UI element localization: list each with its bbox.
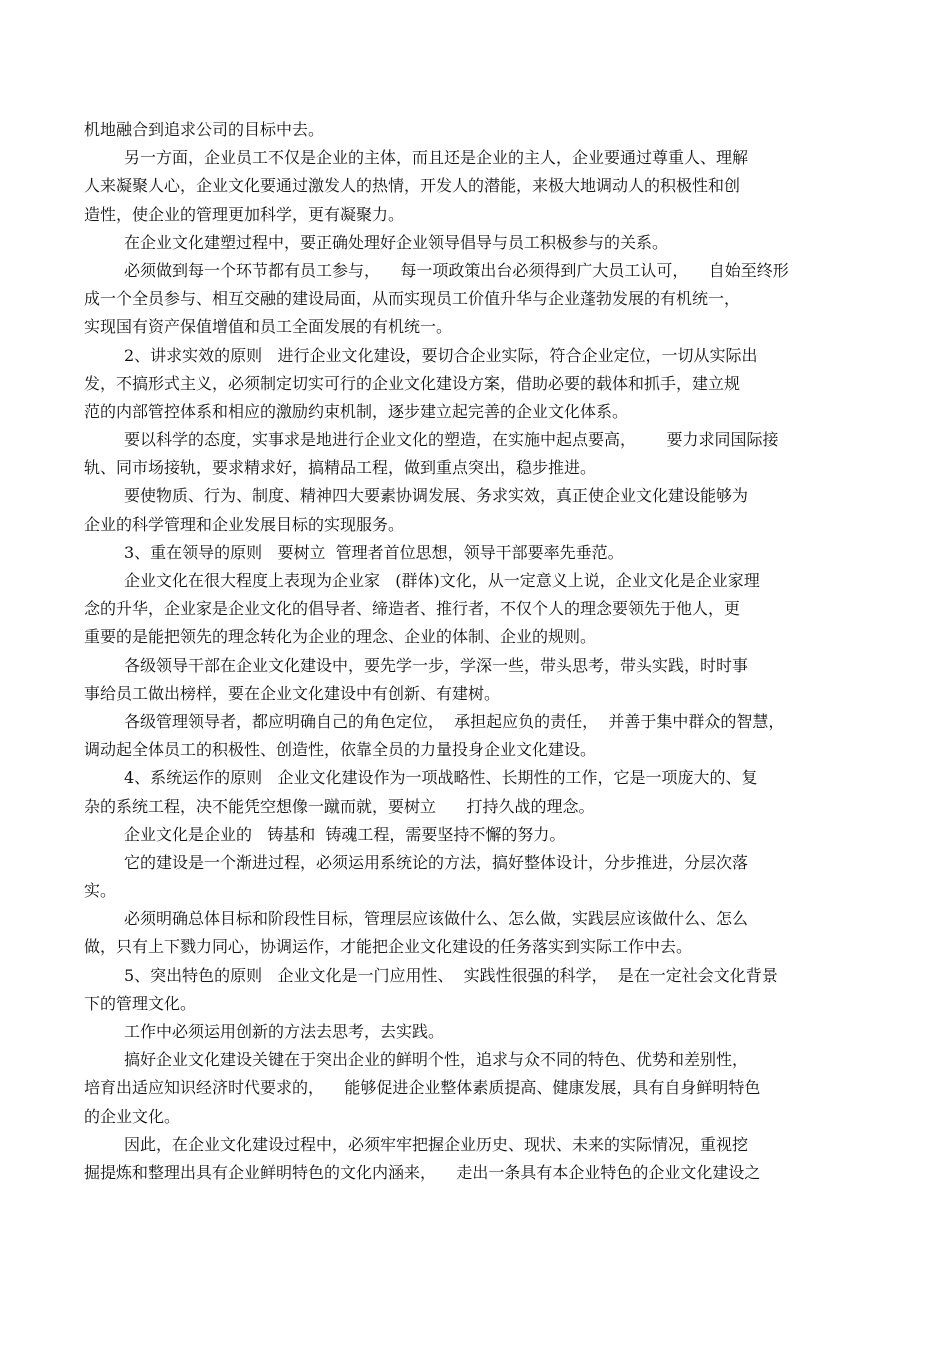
text-line: 掘提炼和整理出具有企业鲜明特色的文化内涵来， 走出一条具有本企业特色的企业文化建设之 <box>84 1162 761 1182</box>
text-line: 5、突出特色的原则 企业文化是一门应用性、 实践性很强的科学， 是在一定社会文化背景 <box>124 965 778 985</box>
text-line: 在企业文化建塑过程中，要正确处理好企业领导倡导与员工积极参与的关系。 <box>124 232 669 252</box>
text-line: 必须明确总体目标和阶段性目标，管理层应该做什么、怎么做，实践层应该做什么、怎么 <box>124 909 749 929</box>
text-line: 人来凝聚人心，企业文化要通过激发人的热情，开发人的潜能，来极大地调动人的积极性和创 <box>84 176 741 196</box>
document-body <box>84 116 874 1187</box>
text-line: 企业文化是企业的 铸基和 铸魂工程，需要坚持不懈的努力。 <box>124 824 566 844</box>
text-line: 2、讲求实效的原则 进行企业文化建设，要切合企业实际，符合企业定位，一切从实际出 <box>124 345 758 365</box>
text-line: 实现国有资产保值增值和员工全面发展的有机统一。 <box>84 317 453 337</box>
text-line: 各级管理领导者，都应明确自己的角色定位， 承担起应负的责任， 并善于集中群众的智慧， <box>124 711 785 731</box>
text-line: 造性，使企业的管理更加科学，更有凝聚力。 <box>84 204 405 224</box>
text-line: 各级领导干部在企业文化建设中，要先学一步，学深一些，带头思考，带头实践，时时事 <box>124 655 749 675</box>
text-line: 的企业文化。 <box>84 1106 181 1126</box>
text-line: 它的建设是一个渐进过程，必须运用系统论的方法，搞好整体设计，分步推进，分层次落 <box>124 852 749 872</box>
text-line: 发，不搞形式主义，必须制定切实可行的企业文化建设方案，借助必要的载体和抓手，建立规 <box>84 373 741 393</box>
text-line: 做，只有上下戮力同心，协调运作，才能把企业文化建设的任务落实到实际工作中去。 <box>84 937 693 957</box>
text-line: 杂的系统工程，决不能凭空想像一蹴而就，要树立 打持久战的理念。 <box>84 796 595 816</box>
text-line: 培育出适应知识经济时代要求的， 能够促进企业整体素质提高、健康发展，具有自身鲜明特色 <box>84 1078 761 1098</box>
text-line: 机地融合到追求公司的目标中去。 <box>84 120 325 139</box>
text-line: 企业文化在很大程度上表现为企业家 (群体)文化，从一定意义上说，企业文化是企业家理 <box>124 571 760 590</box>
text-line: 企业的科学管理和企业发展目标的实现服务。 <box>84 514 405 534</box>
text-line: 3、重在领导的原则 要树立 管理者首位思想，领导干部要率先垂范。 <box>124 542 624 562</box>
text-line: 下的管理文化。 <box>84 993 197 1013</box>
text-line: 因此，在企业文化建设过程中，必须牢牢把握企业历史、现状、未来的实际情况，重视挖 <box>124 1134 749 1154</box>
text-line: 成一个全员参与、相互交融的建设局面，从而实现员工价值升华与企业蓬勃发展的有机统一， <box>84 289 741 309</box>
text-line: 另一方面，企业员工不仅是企业的主体，而且还是企业的主人，企业要通过尊重人、理解 <box>124 148 749 168</box>
text-line: 轨、同市场接轨，要求精求好，搞精品工程，做到重点突出，稳步推进。 <box>84 458 597 478</box>
text-line: 念的升华，企业家是企业文化的倡导者、缔造者、推行者，不仅个人的理念要领先于他人，更 <box>84 599 741 619</box>
text-line: 搞好企业文化建设关键在于突出企业的鲜明个性，追求与众不同的特色、优势和差别性， <box>124 1050 749 1070</box>
text-line: 调动起全体员工的积极性、创造性，依靠全员的力量投身企业文化建设。 <box>84 740 597 760</box>
text-line: 要以科学的态度，实事求是地进行企业文化的塑造，在实施中起点要高， 要力求同国际接 <box>124 430 779 450</box>
text-line: 范的内部管控体系和相应的激励约束机制，逐步建立起完善的企业文化体系。 <box>84 401 629 421</box>
text-line: 必须做到每一个环节都有员工参与， 每一项政策出台必须得到广大员工认可， 自始至终形 <box>124 260 789 280</box>
text-line: 工作中必须运用创新的方法去思考，去实践。 <box>124 1022 445 1041</box>
text-line: 重要的是能把领先的理念转化为企业的理念、企业的体制、企业的规则。 <box>84 627 597 647</box>
text-line: 实。 <box>84 881 117 901</box>
text-line: 要使物质、行为、制度、精神四大要素协调发展、务求实效，真正使企业文化建设能够为 <box>124 486 749 506</box>
text-line: 事给员工做出榜样，要在企业文化建设中有创新、有建树。 <box>84 683 501 703</box>
text-line: 4、系统运作的原则 企业文化建设作为一项战略性、长期性的工作，它是一项庞大的、复 <box>124 768 758 788</box>
